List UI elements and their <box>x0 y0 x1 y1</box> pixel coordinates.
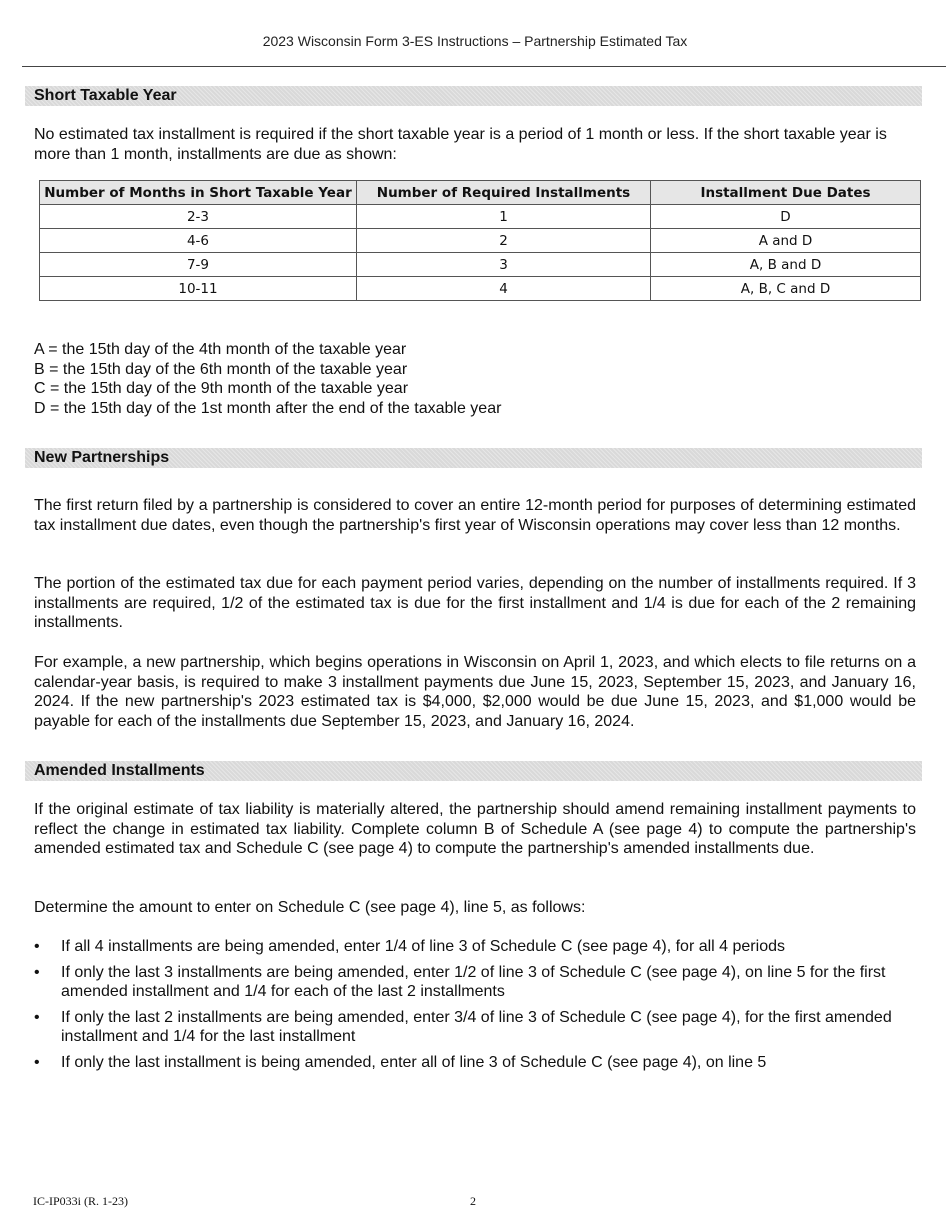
table-cell: D <box>651 205 921 229</box>
bullet-icon: • <box>34 1053 40 1071</box>
table-cell: 3 <box>357 253 651 277</box>
page-number: 2 <box>470 1194 476 1208</box>
list-item-text: If all 4 installments are being amended, enter 1/4 of line 3 of Schedule C (see page 4), for all 4 periods <box>61 938 785 955</box>
table-row <box>40 229 921 253</box>
table-row <box>40 253 921 277</box>
header-divider <box>22 66 946 67</box>
list-item-text: If only the last 3 installments are being amended, enter 1/2 of line 3 of Schedule C (see page 4), on line 5 for the first amended installment and 1/4 for each of the last 2 installments <box>61 963 886 1000</box>
form-id: IC-IP033i (R. 1-23) <box>33 1194 128 1208</box>
table-cell: 7-9 <box>40 253 357 277</box>
list-item <box>34 963 916 1002</box>
table-cell: 4-6 <box>40 229 357 253</box>
column-header: Number of Months in Short Taxable Year <box>40 181 357 205</box>
list-item <box>34 1053 916 1073</box>
column-header: Number of Required Installments <box>357 181 651 205</box>
table-header-row <box>40 181 921 205</box>
table-cell: A and D <box>651 229 921 253</box>
bullet-icon: • <box>34 963 40 981</box>
column-header: Installment Due Dates <box>651 181 921 205</box>
amendment-bullet-list <box>34 937 916 1078</box>
new-partnerships-paragraph: For example, a new partnership, which begins operations in Wisconsin on April 1, 2023, and which elects to file returns on a calendar-year basis, is required to make 3 installment payments due June 15, 2023, September 15, 2023, and January 16, 2024. If the new partnership's 2023 estimated tax is $4,000, $2,000 would be due June 15, 2023, and $1,000 would be payable for each of the installments due September 15, 2023, and January 16, 2024. <box>34 654 916 730</box>
list-item <box>34 1008 916 1047</box>
short-taxable-year-intro: No estimated tax installment is required if the short taxable year is a period of 1 month or less. If the short taxable year is more than 1 month, installments are due as shown: <box>34 126 887 163</box>
table-cell: A, B, C and D <box>651 277 921 301</box>
new-partnerships-paragraph: The portion of the estimated tax due for each payment period varies, depending on the number of installments required. If 3 installments are required, 1/2 of the estimated tax is due for the first installment and 1/4 is due for each of the 2 remaining installments. <box>34 575 916 631</box>
table-cell: 10-11 <box>40 277 357 301</box>
amended-installments-paragraph: Determine the amount to enter on Schedule C (see page 4), line 5, as follows: <box>34 899 586 916</box>
list-item-text: If only the last 2 installments are being amended, enter 3/4 of line 3 of Schedule C (see page 4), for the first amended installment and 1/4 for the last installment <box>61 1008 892 1045</box>
table-cell: 2-3 <box>40 205 357 229</box>
page-header: 2023 Wisconsin Form 3-ES Instructions – Partnership Estimated Tax <box>262 33 688 49</box>
section-heading-amended-installments: Amended Installments <box>25 761 922 781</box>
table-cell: 2 <box>357 229 651 253</box>
section-heading-new-partnerships: New Partnerships <box>25 448 922 468</box>
table-cell: A, B and D <box>651 253 921 277</box>
list-item-text: If only the last installment is being amended, enter all of line 3 of Schedule C (see page 4), on line 5 <box>61 1053 767 1071</box>
new-partnerships-paragraph: The first return filed by a partnership is considered to cover an entire 12-month period for purposes of determining estimated tax installment due dates, even though the partnership's first year of Wisconsin operations may cover less than 12 months. <box>34 497 916 534</box>
table-cell: 1 <box>357 205 651 229</box>
bullet-icon: • <box>34 938 40 955</box>
table-row <box>40 205 921 229</box>
legend-item: B = the 15th day of the 6th month of the taxable year <box>34 360 408 378</box>
legend-item: D = the 15th day of the 1st month after the end of the taxable year <box>34 399 502 417</box>
bullet-icon: • <box>34 1008 40 1026</box>
list-item <box>34 937 916 957</box>
amended-installments-paragraph: If the original estimate of tax liability is materially altered, the partnership should amend remaining installment payments to reflect the change in estimated tax liability. Complete column B of Schedule A (see page 4) to compute the partnership's amended estimated tax and Schedule C (see page 4) to compute the partnership's amended installments due. <box>34 801 916 857</box>
due-date-legend <box>34 340 501 418</box>
section-heading-short-taxable-year: Short Taxable Year <box>25 86 922 106</box>
table-row <box>40 277 921 301</box>
table-cell: 4 <box>357 277 651 301</box>
installments-table <box>39 180 921 301</box>
legend-item: C = the 15th day of the 9th month of the taxable year <box>34 380 409 398</box>
legend-item: A = the 15th day of the 4th month of the taxable year <box>34 341 407 358</box>
